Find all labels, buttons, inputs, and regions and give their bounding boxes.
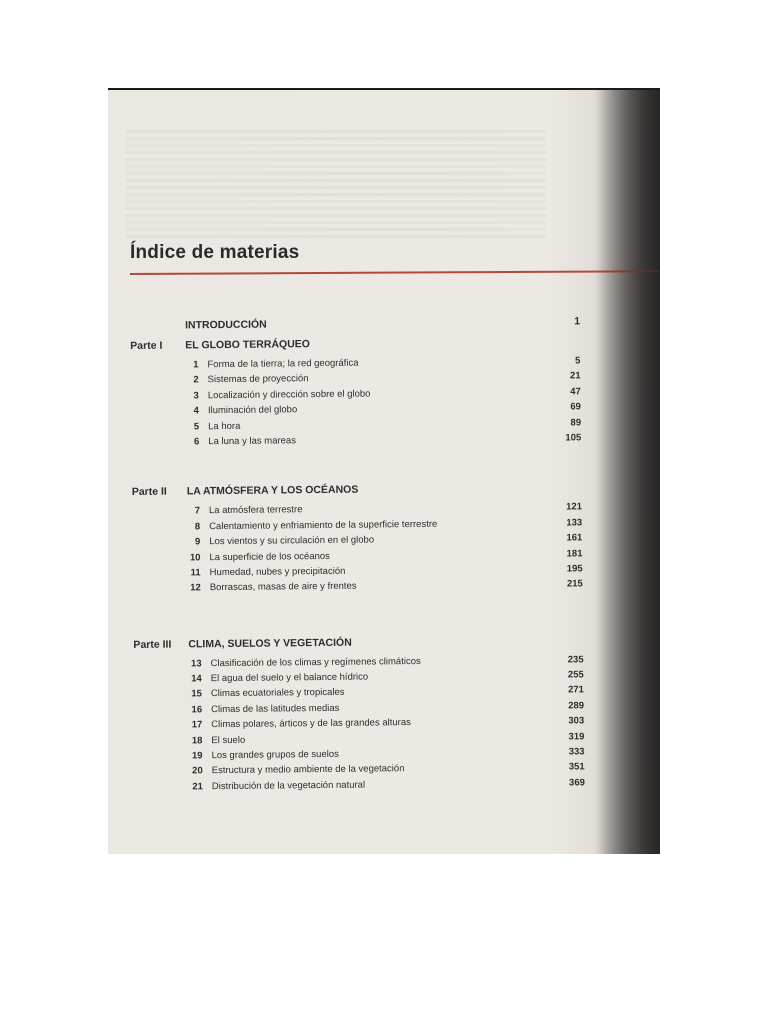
chapter-page: 133 <box>566 517 583 529</box>
chapter-title: Estructura y medio ambiente de la vegetación <box>211 763 405 777</box>
chapter-number: 5 <box>193 420 200 432</box>
chapter-title: Climas ecuatoriales y tropicales <box>210 687 345 700</box>
chapter-number: 2 <box>193 374 199 386</box>
chapter-number: 15 <box>191 688 202 700</box>
chapter-page: 105 <box>565 432 582 444</box>
chapter-number: 17 <box>191 719 203 731</box>
chapter-number: 12 <box>190 582 201 594</box>
chapter-page: 255 <box>567 669 584 681</box>
chapter-title: Clasificación de los climas y regímenes climáticos <box>210 655 421 669</box>
part-label: Parte III <box>133 638 172 651</box>
chapter-number: 7 <box>194 505 201 517</box>
part-title: CLIMA, SUELOS Y VEGETACIÓN <box>188 636 352 651</box>
chapter-number: 16 <box>191 704 203 716</box>
chapter-title: La atmósfera terrestre <box>208 504 303 517</box>
chapter-page: 369 <box>568 777 585 789</box>
chapter-title: La hora <box>208 420 241 432</box>
chapter-number: 21 <box>192 781 203 793</box>
chapter-page: 235 <box>567 653 584 666</box>
chapter-title: Borrascas, masas de aire y frentes <box>209 580 357 594</box>
part-title: EL GLOBO TERRÁQUEO <box>185 338 310 352</box>
chapter-page: 161 <box>566 532 583 544</box>
chapter-number: 20 <box>192 765 203 777</box>
chapter-page: 303 <box>568 715 585 727</box>
chapter-number: 3 <box>193 390 199 402</box>
chapter-number: 14 <box>191 673 202 685</box>
chapter-title: Iluminación del globo <box>207 404 298 417</box>
chapter-page: 181 <box>566 547 583 559</box>
chapter-number: 19 <box>191 750 203 762</box>
chapter-page: 271 <box>567 684 584 696</box>
chapter-page: 5 <box>575 355 581 367</box>
chapter-number: 8 <box>194 521 201 533</box>
chapter-page: 21 <box>569 370 581 382</box>
title-rule <box>130 270 660 275</box>
chapter-title: El suelo <box>211 734 246 746</box>
chapter-page: 195 <box>566 563 583 575</box>
chapter-title: Localización y dirección sobre el globo <box>207 388 371 401</box>
chapter-title: Climas de las latitudes medias <box>211 702 340 716</box>
spine-shadow <box>598 90 660 854</box>
chapter-page: 333 <box>568 746 585 758</box>
chapter-entry <box>135 777 585 797</box>
chapter-page: 351 <box>568 761 585 773</box>
chapter-page: 319 <box>568 730 585 743</box>
chapter-title: El agua del suelo y el balance hídrico <box>210 671 369 685</box>
chapter-title: Distribución de la vegetación natural <box>211 779 366 792</box>
chapter-number: 6 <box>193 436 200 448</box>
chapter-page: 89 <box>570 416 582 428</box>
chapter-title: Humedad, nubes y precipitación <box>209 565 346 579</box>
chapter-page: 69 <box>570 401 581 413</box>
chapter-title: Los grandes grupos de suelos <box>211 748 339 762</box>
section-spacer <box>131 448 581 487</box>
part-title: LA ATMÓSFERA Y LOS OCÉANOS <box>186 483 359 498</box>
intro-title: INTRODUCCIÓN <box>184 318 267 332</box>
part-label: Parte II <box>131 485 167 499</box>
chapter-title: La superficie de los océanos <box>209 550 330 563</box>
chapter-number: 13 <box>190 657 202 670</box>
chapter-page: 289 <box>568 700 585 712</box>
section-spacer <box>133 594 583 639</box>
chapter-title: Climas polares, árticos y de las grandes alturas <box>211 717 411 731</box>
part-label: Parte I <box>130 339 163 352</box>
show-through-text <box>126 130 546 240</box>
chapter-title: Calentamiento y enfriamiento de la superficie terrestre <box>209 518 438 532</box>
table-of-contents <box>130 315 585 797</box>
chapter-title: Forma de la tierra; la red geográfica <box>207 357 359 371</box>
chapter-title: Los vientos y su circulación en el globo <box>209 534 375 548</box>
chapter-page: 47 <box>570 386 581 398</box>
chapter-page: 121 <box>566 501 583 513</box>
chapter-page: 215 <box>566 578 583 590</box>
chapter-title: La luna y las mareas <box>208 435 297 448</box>
chapter-title: Sistemas de proyección <box>207 373 309 386</box>
chapter-number: 9 <box>194 536 201 548</box>
book-page <box>108 90 660 854</box>
chapter-number: 10 <box>189 551 201 563</box>
chapter-number: 4 <box>193 405 200 417</box>
chapter-number: 1 <box>193 359 199 371</box>
chapter-number: 18 <box>191 734 203 747</box>
intro-page: 1 <box>574 315 581 328</box>
page-title: Índice de materias <box>130 242 300 263</box>
chapter-number: 11 <box>190 567 201 579</box>
